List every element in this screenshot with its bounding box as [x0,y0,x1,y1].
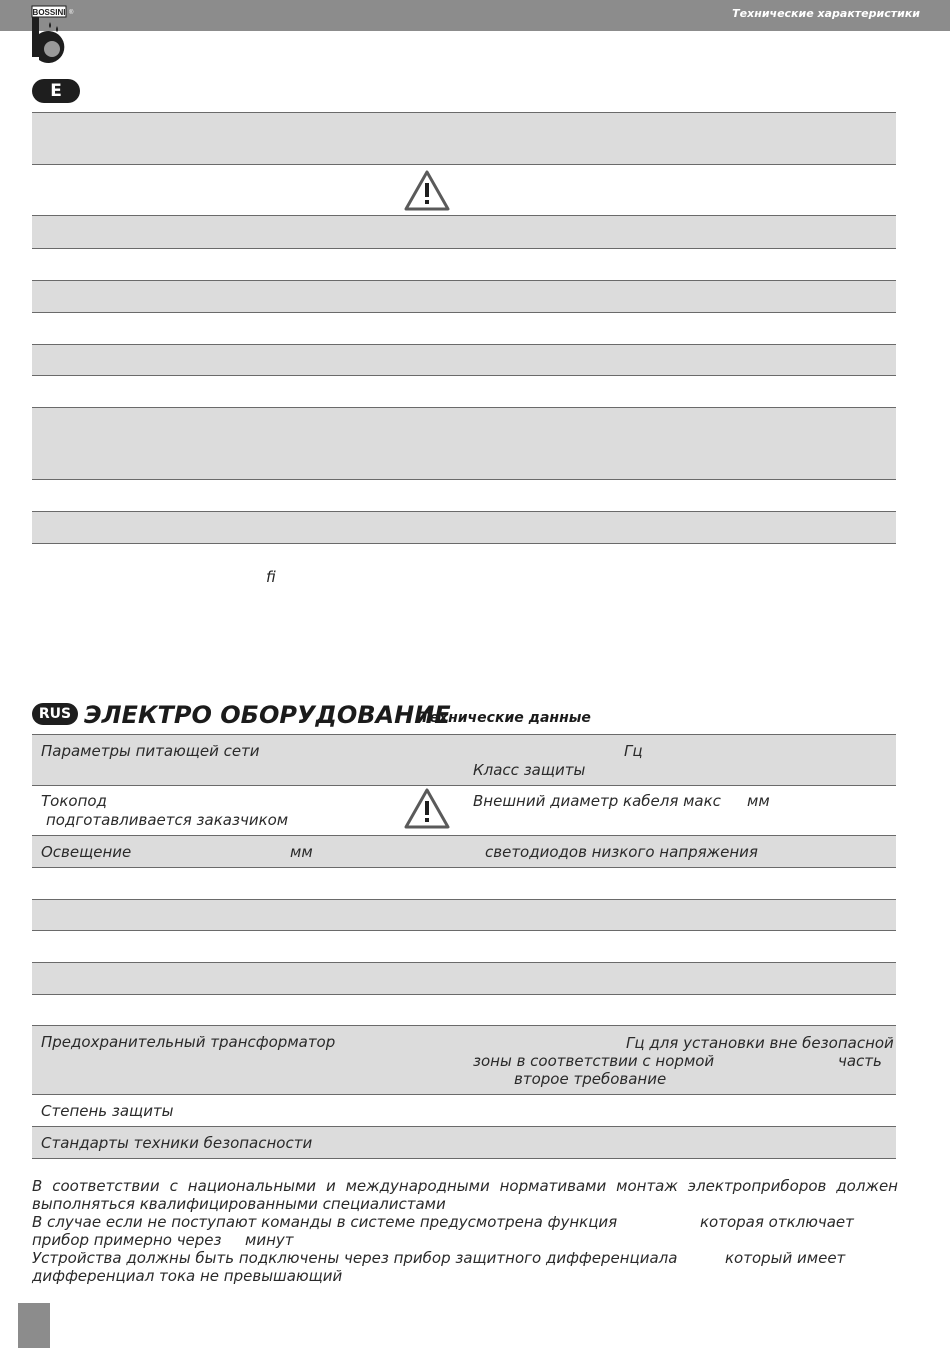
header-bar [0,0,950,31]
table-row-power [32,735,896,786]
svg-text:®: ® [69,10,74,16]
table-row [32,249,896,281]
note-paragraph-1: В соответствии с национальными и международными нормативами монтаж электроприборов должен выполняться квалифицированными специалистами [32,1177,898,1213]
transformer-line1: Гц для установки вне безопасной [626,1034,894,1052]
language-badge-e: E [32,79,80,103]
table-row [32,931,896,963]
language-badge-rus: RUS [32,703,78,725]
note-paragraph-3: Устройства должны быть подключены через прибор защитного дифференциала который имеет дифференциал тока не превышающий [32,1249,846,1285]
standards-label: Стандарты техники безопасности [41,1134,313,1152]
table-row [32,868,896,900]
table-row [32,113,896,165]
cable-label-2: подготавливается заказчиком [46,811,289,829]
protection-label: Степень защиты [41,1102,174,1120]
cable-diameter-unit: мм [747,792,770,810]
table-row-protection [32,1095,896,1127]
table-row [32,165,896,216]
transformer-label: Предохранительный трансформатор [41,1033,336,1051]
brand-text: BOSSINI [32,8,66,17]
lighting-label: Освещение [41,843,132,861]
section-title: ЭЛЕКТРО ОБОРУДОВАНИЕ [84,701,451,729]
warning-icon [404,787,450,829]
stray-glyph: fi [266,568,276,586]
lighting-unit: мм [290,843,313,861]
table-row-transformer [32,1026,896,1095]
table-row [32,313,896,345]
cable-label: Токопод [41,792,107,810]
table-row [32,480,896,512]
header-title: Технические характеристики [732,7,920,20]
note-paragraph-2: В случае если не поступают команды в системе предусмотрена функция которая отключает прибор примерно через минут [32,1213,854,1249]
table-row [32,963,896,995]
table-row-lighting [32,836,896,868]
table-row-standards [32,1127,896,1159]
transformer-line2-right: часть [838,1052,882,1070]
safety-notes [32,1177,898,1285]
cable-diameter-label: Внешний диаметр кабеля макс [473,792,721,810]
page-tab [18,1303,50,1348]
table-row [32,512,896,544]
transformer-line2: зоны в соответствии с нормой [473,1052,715,1070]
table-row [32,216,896,249]
power-label: Параметры питающей сети [41,742,260,760]
table-row [32,281,896,313]
table-row [32,376,896,408]
class-label: Класс защиты [473,761,586,779]
table-row [32,900,896,931]
lighting-leds: светодиодов низкого напряжения [485,843,758,861]
transformer-line3: второе требование [514,1070,667,1088]
warning-icon [404,169,450,211]
table-row [32,408,896,480]
table-row [32,995,896,1026]
power-unit: Гц [624,742,643,760]
table-row-cable [32,786,896,836]
bossini-logo [30,4,80,70]
section-subtitle: Технические данные [420,710,591,726]
table-row [32,345,896,376]
